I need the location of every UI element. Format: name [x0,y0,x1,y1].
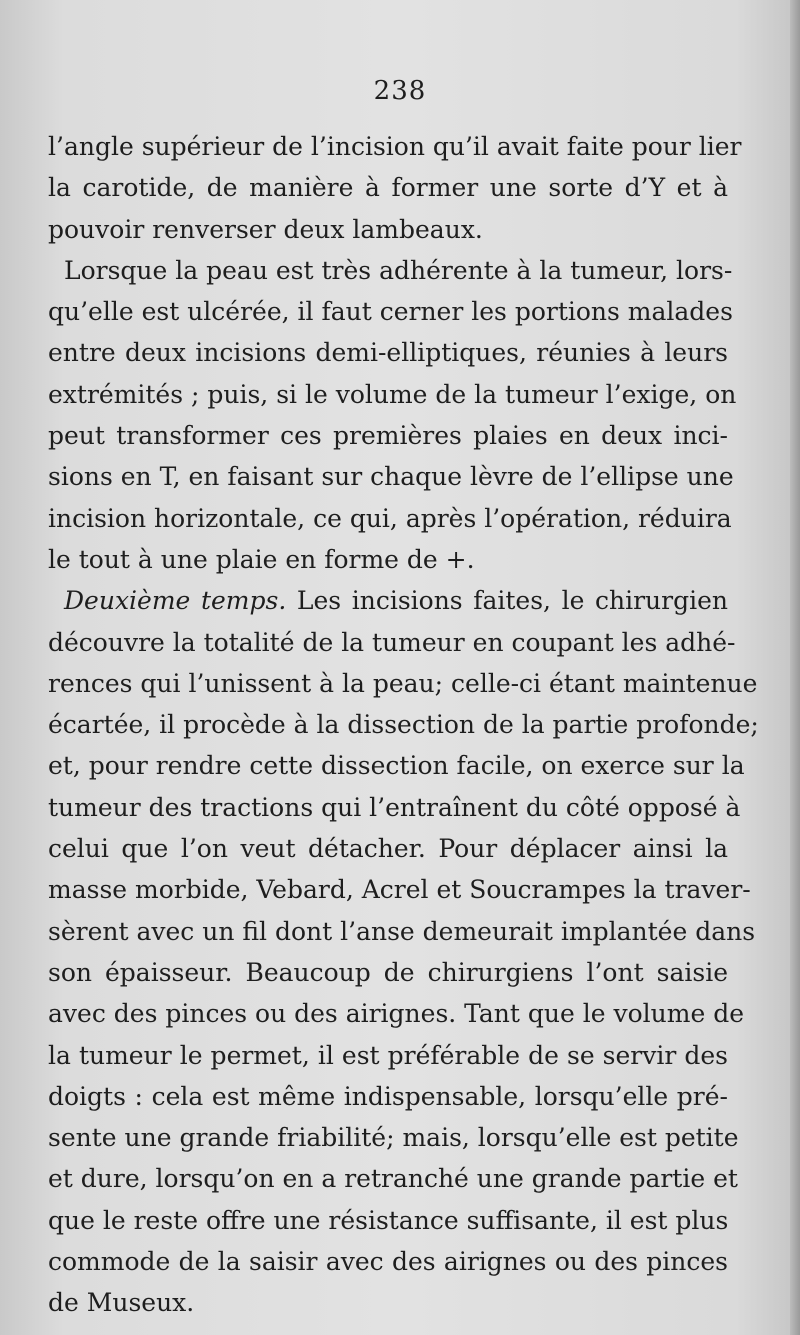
text-line: son épaisseur. Beaucoup de chirurgiens l’ont saisie [48,957,728,987]
text-line: la carotide, de manière à former une sorte d’Y et à [48,173,728,203]
text-line: masse morbide, Vebard, Acrel et Soucrampes la traver- [48,875,751,905]
text-line: commode de la saisir avec des airignes ou des pinces [48,1247,728,1277]
text-line: la tumeur le permet, il est préférable de se servir des [48,1040,728,1070]
text-line: sions en T, en faisant sur chaque lèvre de l’ellipse une [48,462,734,492]
text-line: le tout à une plaie en forme de +. [48,544,475,574]
text-line: l’angle supérieur de l’incision qu’il avait faite pour lier [48,132,742,161]
text-line: entre deux incisions demi-elliptiques, réunies à leurs [48,338,728,368]
body-text [48,126,759,1324]
page-number: 238 [373,76,427,106]
section-heading-italic: Deuxième temps. [64,586,287,616]
text-line: doigts : cela est même indispensable, lorsqu’elle pré- [48,1081,728,1111]
text-line: celui que l’on veut détacher. Pour déplacer ainsi la [48,834,728,864]
text-line: avec des pinces ou des airignes. Tant que le volume de [48,999,744,1029]
text-line: et, pour rendre cette dissection facile, on exerce sur la [48,751,745,781]
text-line: de Museux. [48,1288,195,1318]
text-line: rences qui l’unissent à la peau; celle-ci étant maintenue [48,668,758,698]
page-edge-shadow [790,0,800,1335]
text-line: Lorsque la peau est très adhérente à la tumeur, lors- [64,255,733,285]
text-line [48,580,728,621]
text-line: incision horizontale, ce qui, après l’opération, réduira [48,503,732,533]
text-line: écartée, il procède à la dissection de la partie profonde; [48,710,759,740]
text-line: pouvoir renverser deux lambeaux. [48,214,483,244]
text-line-rest: Les incisions faites, le chirurgien [286,586,729,616]
text-line: sente une grande friabilité; mais, lorsqu’elle est petite [48,1123,739,1153]
text-line: peut transformer ces premières plaies en deux inci- [48,421,728,451]
text-line: que le reste offre une résistance suffisante, il est plus [48,1205,729,1235]
text-line: extrémités ; puis, si le volume de la tumeur l’exige, on [48,379,737,409]
text-line: tumeur des tractions qui l’entraînent du côté opposé à [48,792,741,822]
text-line: découvre la totalité de la tumeur en coupant les adhé- [48,627,736,657]
text-line: qu’elle est ulcérée, il faut cerner les portions malades [48,297,733,327]
text-line: sèrent avec un fil dont l’anse demeurait implantée dans [48,916,756,946]
text-line: et dure, lorsqu’on en a retranché une grande partie et [48,1164,738,1194]
